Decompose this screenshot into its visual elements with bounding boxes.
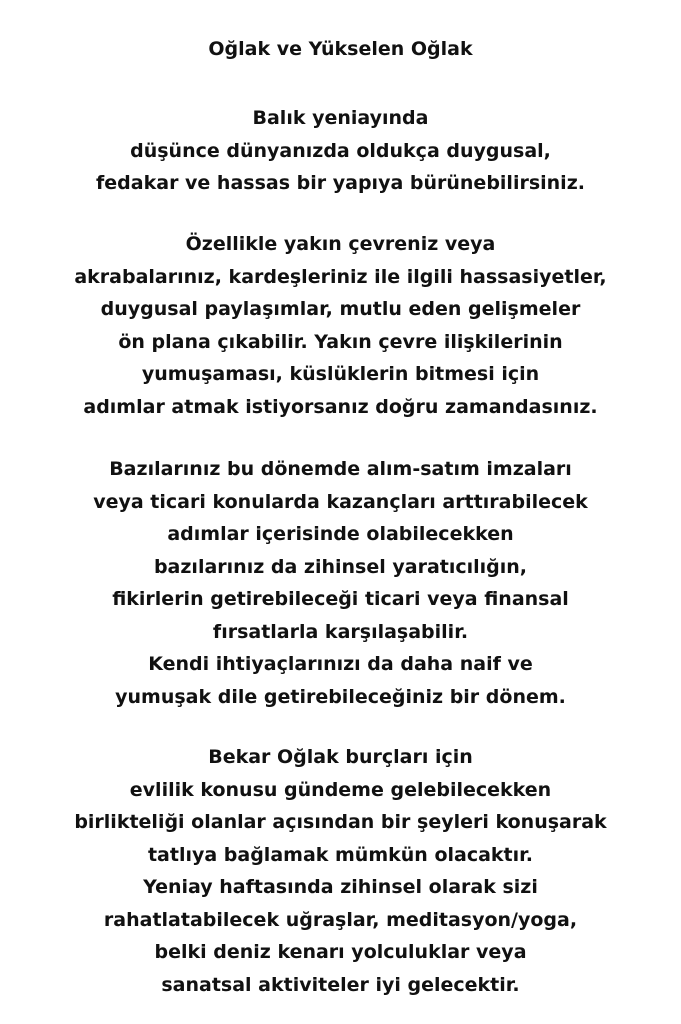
paragraph-line: Bekar Oğlak burçları için bbox=[208, 746, 473, 768]
paragraph-line: yumuşaması, küslüklerin bitmesi için bbox=[141, 363, 540, 385]
document-title: Oğlak ve Yükselen Oğlak bbox=[208, 38, 473, 60]
paragraph-1 bbox=[0, 102, 681, 200]
paragraph-line: belki deniz kenarı yolculuklar veya bbox=[154, 941, 527, 963]
paragraph-line: Özellikle yakın çevreniz veya bbox=[185, 233, 496, 255]
paragraph-line: Balık yeniayında bbox=[252, 107, 429, 129]
paragraph-line: fırsatlarla karşılaşabilir. bbox=[212, 620, 469, 643]
paragraph-line: ön plana çıkabilir. Yakın çevre ilişkilerinin bbox=[118, 330, 563, 353]
paragraph-line: adımlar içerisinde olabilecekken bbox=[167, 523, 514, 545]
paragraph-line: veya ticari konularda kazançları arttırabilecek bbox=[93, 490, 588, 513]
paragraph-line: birlikteliği olanlar açısından bir şeyleri konuşarak bbox=[74, 811, 607, 833]
paragraph-4 bbox=[0, 741, 681, 1001]
paragraph-3 bbox=[0, 453, 681, 713]
paragraph-line: tatlıya bağlamak mümkün olacaktır. bbox=[147, 843, 534, 866]
paragraph-line: yumuşak dile getirebileceğiniz bir dönem. bbox=[115, 685, 566, 708]
paragraph-line: sanatsal aktiviteler iyi gelecektir. bbox=[161, 973, 520, 996]
paragraph-line: adımlar atmak istiyorsanız doğru zamandasınız. bbox=[83, 395, 598, 418]
paragraph-line: fedakar ve hassas bir yapıya bürünebilirsiniz. bbox=[96, 172, 585, 194]
paragraph-2 bbox=[0, 228, 681, 423]
paragraph-line: evlilik konusu gündeme gelebilecekken bbox=[129, 778, 552, 801]
paragraph-line: bazılarınız da zihinsel yaratıcılığın, bbox=[153, 555, 528, 578]
paragraph-line: düşünce dünyanızda oldukça duygusal, bbox=[130, 139, 551, 162]
paragraph-line: Kendi ihtiyaçlarınızı da daha naif ve bbox=[148, 653, 533, 675]
paragraph-line: rahatlatabilecek uğraşlar, meditasyon/yoga, bbox=[103, 908, 578, 931]
paragraph-line: Bazılarınız bu dönemde alım-satım imzaları bbox=[109, 458, 572, 480]
paragraph-line: duygusal paylaşımlar, mutlu eden gelişmeler bbox=[100, 298, 581, 320]
paragraph-line: fikirlerin getirebileceği ticari veya finansal bbox=[112, 588, 569, 610]
paragraph-line: akrabalarınız, kardeşleriniz ile ilgili hassasiyetler, bbox=[74, 265, 607, 288]
paragraph-line: Yeniay haftasında zihinsel olarak sizi bbox=[143, 876, 538, 898]
